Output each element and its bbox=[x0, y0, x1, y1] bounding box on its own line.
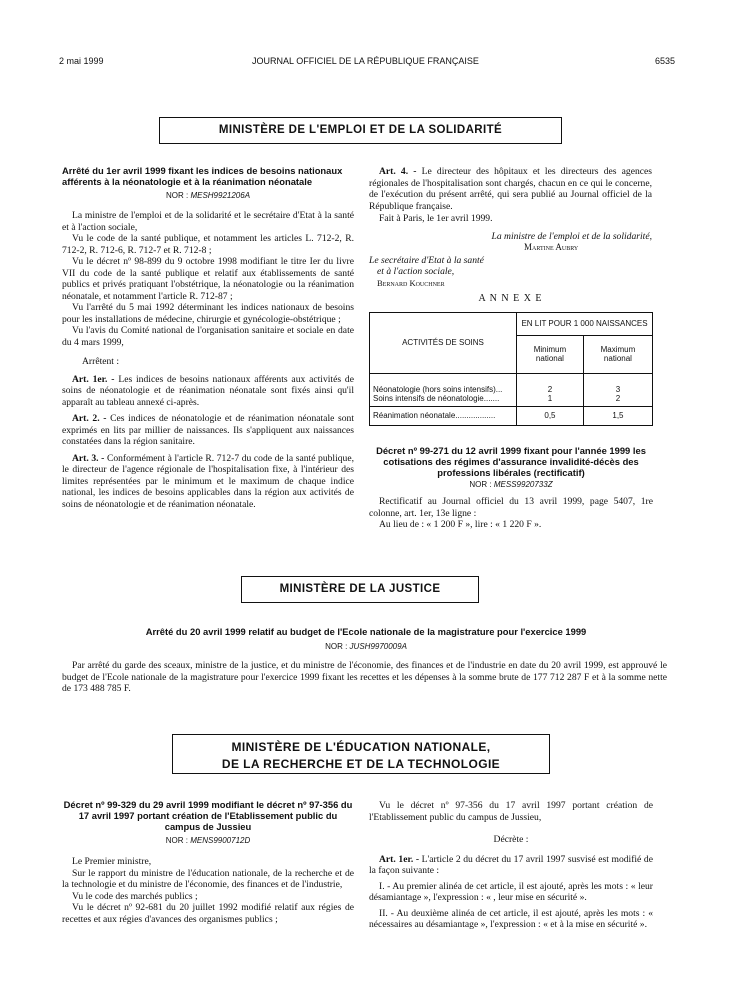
paragraph: Vu le décret nº 92-681 du 20 juillet 1992 modifié relatif aux régies de recettes et aux régies d'avances des organismes publics ; bbox=[62, 902, 354, 925]
header-page-number: 6535 bbox=[654, 56, 675, 66]
arretent-label: Arrêtent : bbox=[82, 356, 120, 368]
nor-reference: NOR : MESS9920733Z bbox=[469, 480, 553, 490]
article-4: Art. 4. - Le directeur des hôpitaux et les directeurs des agences régionales de l'hospitalisation sont chargés, chacun en ce qui le concerne, de l'exécution du présent arrêté, qui sera publié au Journal officiel de la République française. bbox=[369, 166, 652, 212]
header-journal: JOURNAL OFFICIEL DE LA RÉPUBLIQUE FRANÇAISE bbox=[252, 56, 479, 66]
table-cell: Réanimation néonatale.................. bbox=[370, 407, 517, 426]
paragraph: Vu le code des marchés publics ; bbox=[72, 890, 198, 902]
paragraph: Vu le code de la santé publique, et notamment les articles L. 712-2, R. 712-2, R. 712-6, R. 712-7 et R. 712-8 ; bbox=[62, 233, 354, 256]
arrete-title: Arrêté du 1er avril 1999 fixant les indices de besoins nationaux afférents à la néonatologie et à la réanimation néonatale bbox=[62, 165, 343, 187]
table-cell: 1,5 bbox=[583, 407, 652, 426]
article-2: Art. 2. - Ces indices de néonatologie et de réanimation néonatale sont exprimés en lits par millier de naissances. Ils s'appliquent aux naissances constatées dans la région sanitaire. bbox=[62, 413, 355, 448]
paragraph: I. - Au premier alinéa de cet article, il est ajouté, après les mots : « leur désamiantage », l'expression : « , leur mise en sécurité ». bbox=[369, 880, 653, 903]
paragraph: Vu le décret nº 98-899 du 9 octobre 1998 modifiant le titre Ier du livre VII du code de la santé publique et relatif aux établissements de santé publics et privés pratiquant l'obstétrique, la néonatologie ou la réanimation néonatale, et notamment l'article R. 712-87 ; bbox=[62, 256, 354, 302]
fait-a-paris: Fait à Paris, le 1er avril 1999. bbox=[379, 213, 493, 224]
paragraph: Vu le décret nº 97-356 du 17 avril 1997 portant création de l'Etablissement public du campus de Jussieu, bbox=[369, 800, 653, 823]
nor-reference: NOR : MESH9921206A bbox=[165, 190, 251, 200]
signature-role: Le secrétaire d'Etat à la santé bbox=[369, 254, 484, 266]
paragraph: Rectificatif au Journal officiel du 13 avril 1999, page 5407, 1re colonne, art. 1er, 13e ligne : bbox=[369, 496, 653, 519]
signature-role: La ministre de l'emploi et de la solidarité, bbox=[491, 230, 652, 242]
paragraph: Vu l'arrêté du 5 mai 1992 déterminant les indices nationaux de besoins pour les installations de médecine, chirurgie et gynécologie-obstétrique ; bbox=[62, 302, 354, 325]
paragraph: Par arrêté du garde des sceaux, ministre de la justice, et du ministre de l'économie, des finances et de l'industrie en date du 20 avril 1999, est approuvé le budget de l'Ecole nationale de la magistrature pour l'exercice 1999 fixant les recettes et les dépenses à la somme brute de 177 712 287 F et à la somme nette de 173 488 785 F. bbox=[62, 660, 667, 694]
decrete-label: Décrète : bbox=[493, 834, 529, 845]
annexe-heading: A N N E X E bbox=[478, 293, 543, 304]
arrete-neonatologie bbox=[62, 166, 354, 510]
decret-jussieu bbox=[62, 800, 354, 925]
article-1: Art. 1er. - L'article 2 du décret du 17 avril 1997 susvisé est modifié de la façon suivante : bbox=[369, 853, 653, 876]
decret-rectificatif bbox=[369, 446, 653, 531]
ministry-heading: MINISTÈRE DE L'ÉDUCATION NATIONALE, DE LA RECHERCHE ET DE LA TECHNOLOGIE bbox=[172, 734, 550, 774]
arrete-continuation bbox=[369, 166, 652, 288]
header-date: 2 mai 1999 bbox=[59, 56, 104, 66]
signature-role: et à l'action sociale, bbox=[377, 266, 455, 278]
paragraph: La ministre de l'emploi et de la solidarité et le secrétaire d'Etat à la santé et à l'action sociale, bbox=[62, 210, 354, 233]
column-header: Minimum national bbox=[517, 335, 584, 373]
table-cell: 3 2 bbox=[583, 374, 652, 407]
column-header: ACTIVITÉS DE SOINS bbox=[370, 313, 517, 374]
nor-reference: NOR : JUSH9970009A bbox=[325, 642, 407, 651]
arrete-title: Arrêté du 20 avril 1999 relatif au budget de l'Ecole nationale de la magistrature pour l'exercice 1999 bbox=[145, 626, 587, 637]
paragraph: Le Premier ministre, bbox=[72, 856, 152, 868]
article-1: Art. 1er. - Les indices de besoins nationaux afférents aux activités de soins de néonatologie et de réanimation néonatale sont fixés ainsi qu'il apparaît au tableau annexé ci-après. bbox=[62, 373, 354, 408]
paragraph: Vu l'avis du Comité national de l'organisation sanitaire et sociale en date du 4 mars 1999, bbox=[62, 325, 354, 348]
column-header: Maximum national bbox=[583, 335, 652, 373]
decret-title: Décret nº 99-329 du 29 avril 1999 modifiant le décret nº 97-356 du 17 avril 1997 portant création de l'Etablissement public du campus de Jussieu bbox=[63, 799, 353, 832]
decret-jussieu-continuation bbox=[369, 800, 653, 931]
table-cell: 2 1 bbox=[517, 374, 584, 407]
decret-title: Décret nº 99-271 du 12 avril 1999 fixant pour l'année 1999 les cotisations des régimes d'assurance invalidité-décès des professions libérales (rectificatif) bbox=[376, 445, 646, 478]
paragraph: II. - Au deuxième alinéa de cet article, il est ajouté, après les mots : « nécessaires au désamiantage », l'expression : « et à la mise en sécurité ». bbox=[369, 907, 653, 930]
ministry-heading: MINISTÈRE DE L'EMPLOI ET DE LA SOLIDARITÉ bbox=[159, 117, 562, 144]
paragraph: Au lieu de : « 1 200 F », lire : « 1 220 F ». bbox=[379, 519, 542, 531]
ministry-heading: MINISTÈRE DE LA JUSTICE bbox=[241, 576, 479, 603]
signature-name: Martine Aubry bbox=[524, 242, 579, 252]
nor-reference: NOR : MENS9900712D bbox=[165, 836, 251, 846]
table-cell: Néonatologie (hors soins intensifs)... Soins intensifs de néonatologie....... bbox=[370, 374, 517, 407]
table-cell: 0,5 bbox=[517, 407, 584, 426]
annexe-table bbox=[369, 312, 653, 426]
column-header: EN LIT POUR 1 000 NAISSANCES bbox=[517, 313, 653, 336]
article-3: Art. 3. - Conformément à l'article R. 712-7 du code de la santé publique, le directeur de l'agence régionale de l'hospitalisation fixe, à l'intérieur des limites représentées par le minimum et le maximum de chaque indice national, les indices de besoins applicables dans la région aux activités de soins de néonatologie et de réanimation néonatale. bbox=[62, 452, 355, 510]
signature-name: Bernard Kouchner bbox=[377, 277, 445, 288]
paragraph: Sur le rapport du ministre de l'éducation nationale, de la recherche et de la technologie et du ministre de l'économie, des finances et de l'industrie, bbox=[62, 867, 354, 891]
